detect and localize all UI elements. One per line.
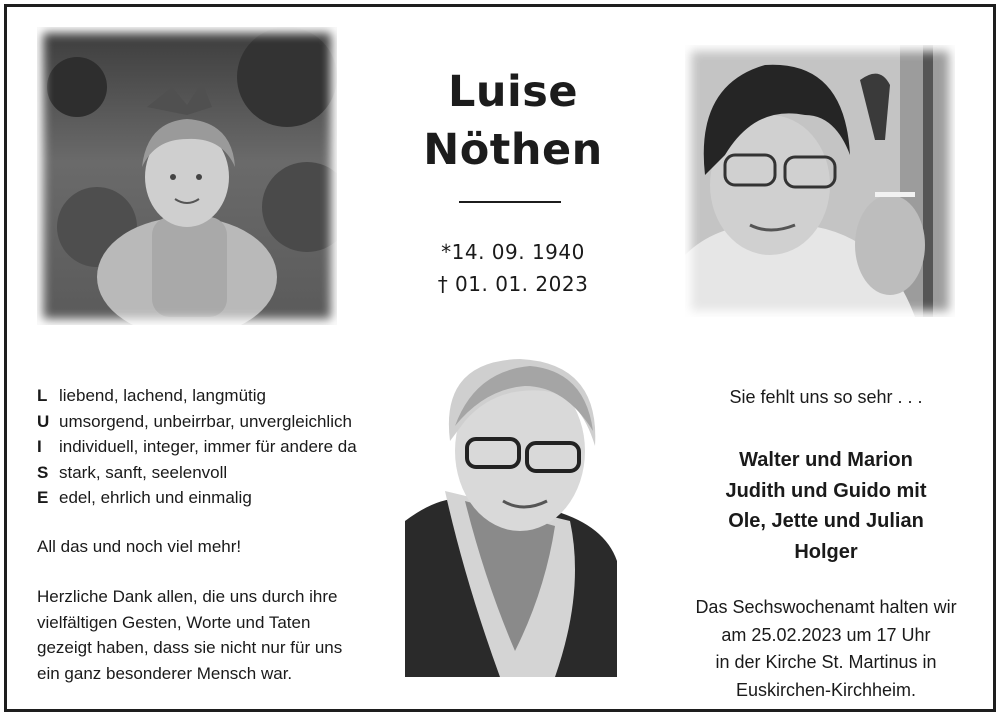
service-line: Das Sechswochenamt halten wir — [695, 597, 957, 617]
closing-line: All das und noch viel mehr! — [37, 537, 242, 556]
acrostic-letter: I — [37, 437, 42, 456]
divider-line — [459, 201, 561, 203]
missed-line: Sie fehlt uns so sehr . . . — [729, 387, 923, 407]
acrostic-row — [37, 409, 357, 435]
family-line: Walter und Marion — [739, 449, 913, 471]
acrostic-row — [37, 383, 357, 409]
acrostic-text: individuell, integer, immer für andere da — [59, 437, 357, 456]
acrostic-text: stark, sanft, seelenvoll — [59, 462, 228, 482]
thanks-line: ein ganz besonderer Mensch war. — [37, 663, 293, 683]
acrostic-letter: S — [37, 462, 49, 482]
thanks-line: vielfältigen Gesten, Worte und Taten — [37, 612, 311, 632]
family-names — [675, 445, 977, 567]
birth-date: *14. 09. 1940 — [441, 240, 585, 264]
acrostic-row — [37, 460, 357, 486]
elder-portrait-photo — [405, 351, 617, 677]
childhood-photo — [37, 27, 337, 325]
acrostic-text: liebend, lachend, langmütig — [59, 386, 266, 405]
acrostic-row — [37, 485, 357, 511]
thanks-paragraph — [37, 584, 342, 686]
acrostic-text: edel, ehrlich und einmalig — [59, 488, 252, 507]
adult-photo — [685, 45, 955, 317]
acrostic-list — [37, 383, 357, 511]
first-name: Luise — [447, 67, 578, 117]
service-notice — [675, 594, 977, 704]
last-name: Nöthen — [423, 125, 603, 175]
acrostic-row — [37, 434, 357, 460]
obituary-notice — [4, 4, 996, 712]
family-line: Holger — [794, 540, 858, 563]
acrostic-letter: L — [37, 386, 48, 405]
service-line: am 25.02.2023 um 17 Uhr — [721, 624, 931, 645]
thanks-line: gezeigt haben, dass sie nicht nur für uns — [37, 638, 343, 657]
death-date: † 01. 01. 2023 — [437, 272, 589, 296]
service-line: Euskirchen-Kirchheim. — [735, 679, 917, 700]
family-line: Ole, Jette und Julian — [728, 510, 924, 532]
acrostic-letter: E — [37, 488, 49, 507]
acrostic-text: umsorgend, unbeirrbar, unvergleichlich — [59, 411, 352, 431]
family-line: Judith und Guido mit — [725, 479, 927, 502]
service-line: in der Kirche St. Martinus in — [715, 652, 937, 672]
thanks-line: Herzliche Dank allen, die uns durch ihre — [37, 587, 338, 606]
acrostic-letter: U — [37, 411, 50, 431]
